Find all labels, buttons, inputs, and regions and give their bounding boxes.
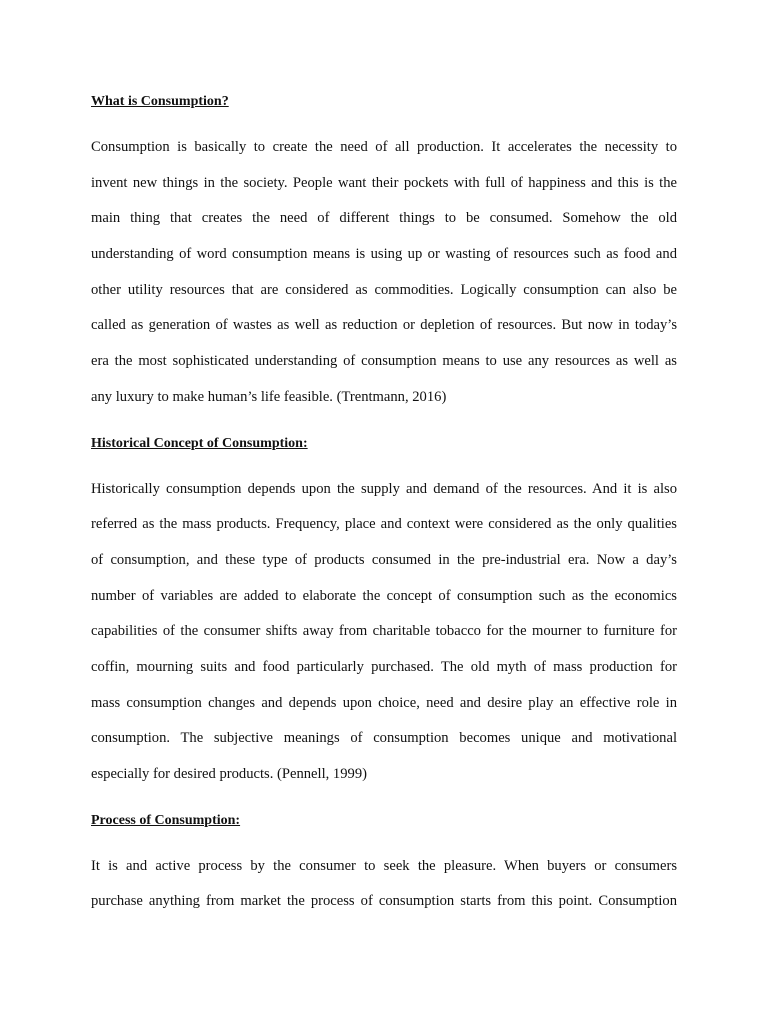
text-line: era the most sophisticated understanding of consumption means to use any resources as well as [91,353,677,370]
section-heading: Historical Concept of Consumption: [91,435,308,451]
text-line: number of variables are added to elaborate the concept of consumption such as the economics [91,587,677,604]
text-line: purchase anything from market the process of consumption starts from this point. Consumption [91,893,677,910]
text-line: any luxury to make human’s life feasible. (Trentmann, 2016) [91,388,447,405]
paragraph [91,849,677,920]
text-line: of consumption, and these type of products consumed in the pre-industrial era. Now a day’s [91,551,677,568]
text-line: coffin, mourning suits and food particularly purchased. The old myth of mass production for [91,658,677,675]
text-line: It is and active process by the consumer to seek the pleasure. When buyers or consumers [91,857,677,874]
document-page [91,84,677,930]
text-line: mass consumption changes and depends upon choice, need and desire play an effective role in [91,694,677,711]
text-line: referred as the mass products. Frequency, place and context were considered as the only qualities [91,516,677,533]
text-line: invent new things in the society. People want their pockets with full of happiness and this is the [91,174,677,191]
paragraph [91,472,677,793]
text-line: Historically consumption depends upon the supply and demand of the resources. And it is also [91,480,677,497]
text-line: consumption. The subjective meanings of consumption becomes unique and motivational [91,730,677,747]
text-line: capabilities of the consumer shifts away from charitable tobacco for the mourner to furniture for [91,623,677,640]
paragraph [91,130,677,416]
text-line: understanding of word consumption means is using up or wasting of resources such as food and [91,246,677,263]
text-line: main thing that creates the need of different things to be consumed. Somehow the old [91,210,677,227]
text-line: other utility resources that are considered as commodities. Logically consumption can also be [91,281,677,298]
text-line: especially for desired products. (Pennell, 1999) [91,766,367,782]
text-line: Consumption is basically to create the need of all production. It accelerates the necessity to [91,139,677,155]
section-heading: What is Consumption? [91,94,229,109]
section-heading: Process of Consumption: [91,812,241,828]
text-line: called as generation of wastes as well as reduction or depletion of resources. But now in today’s [91,317,677,334]
